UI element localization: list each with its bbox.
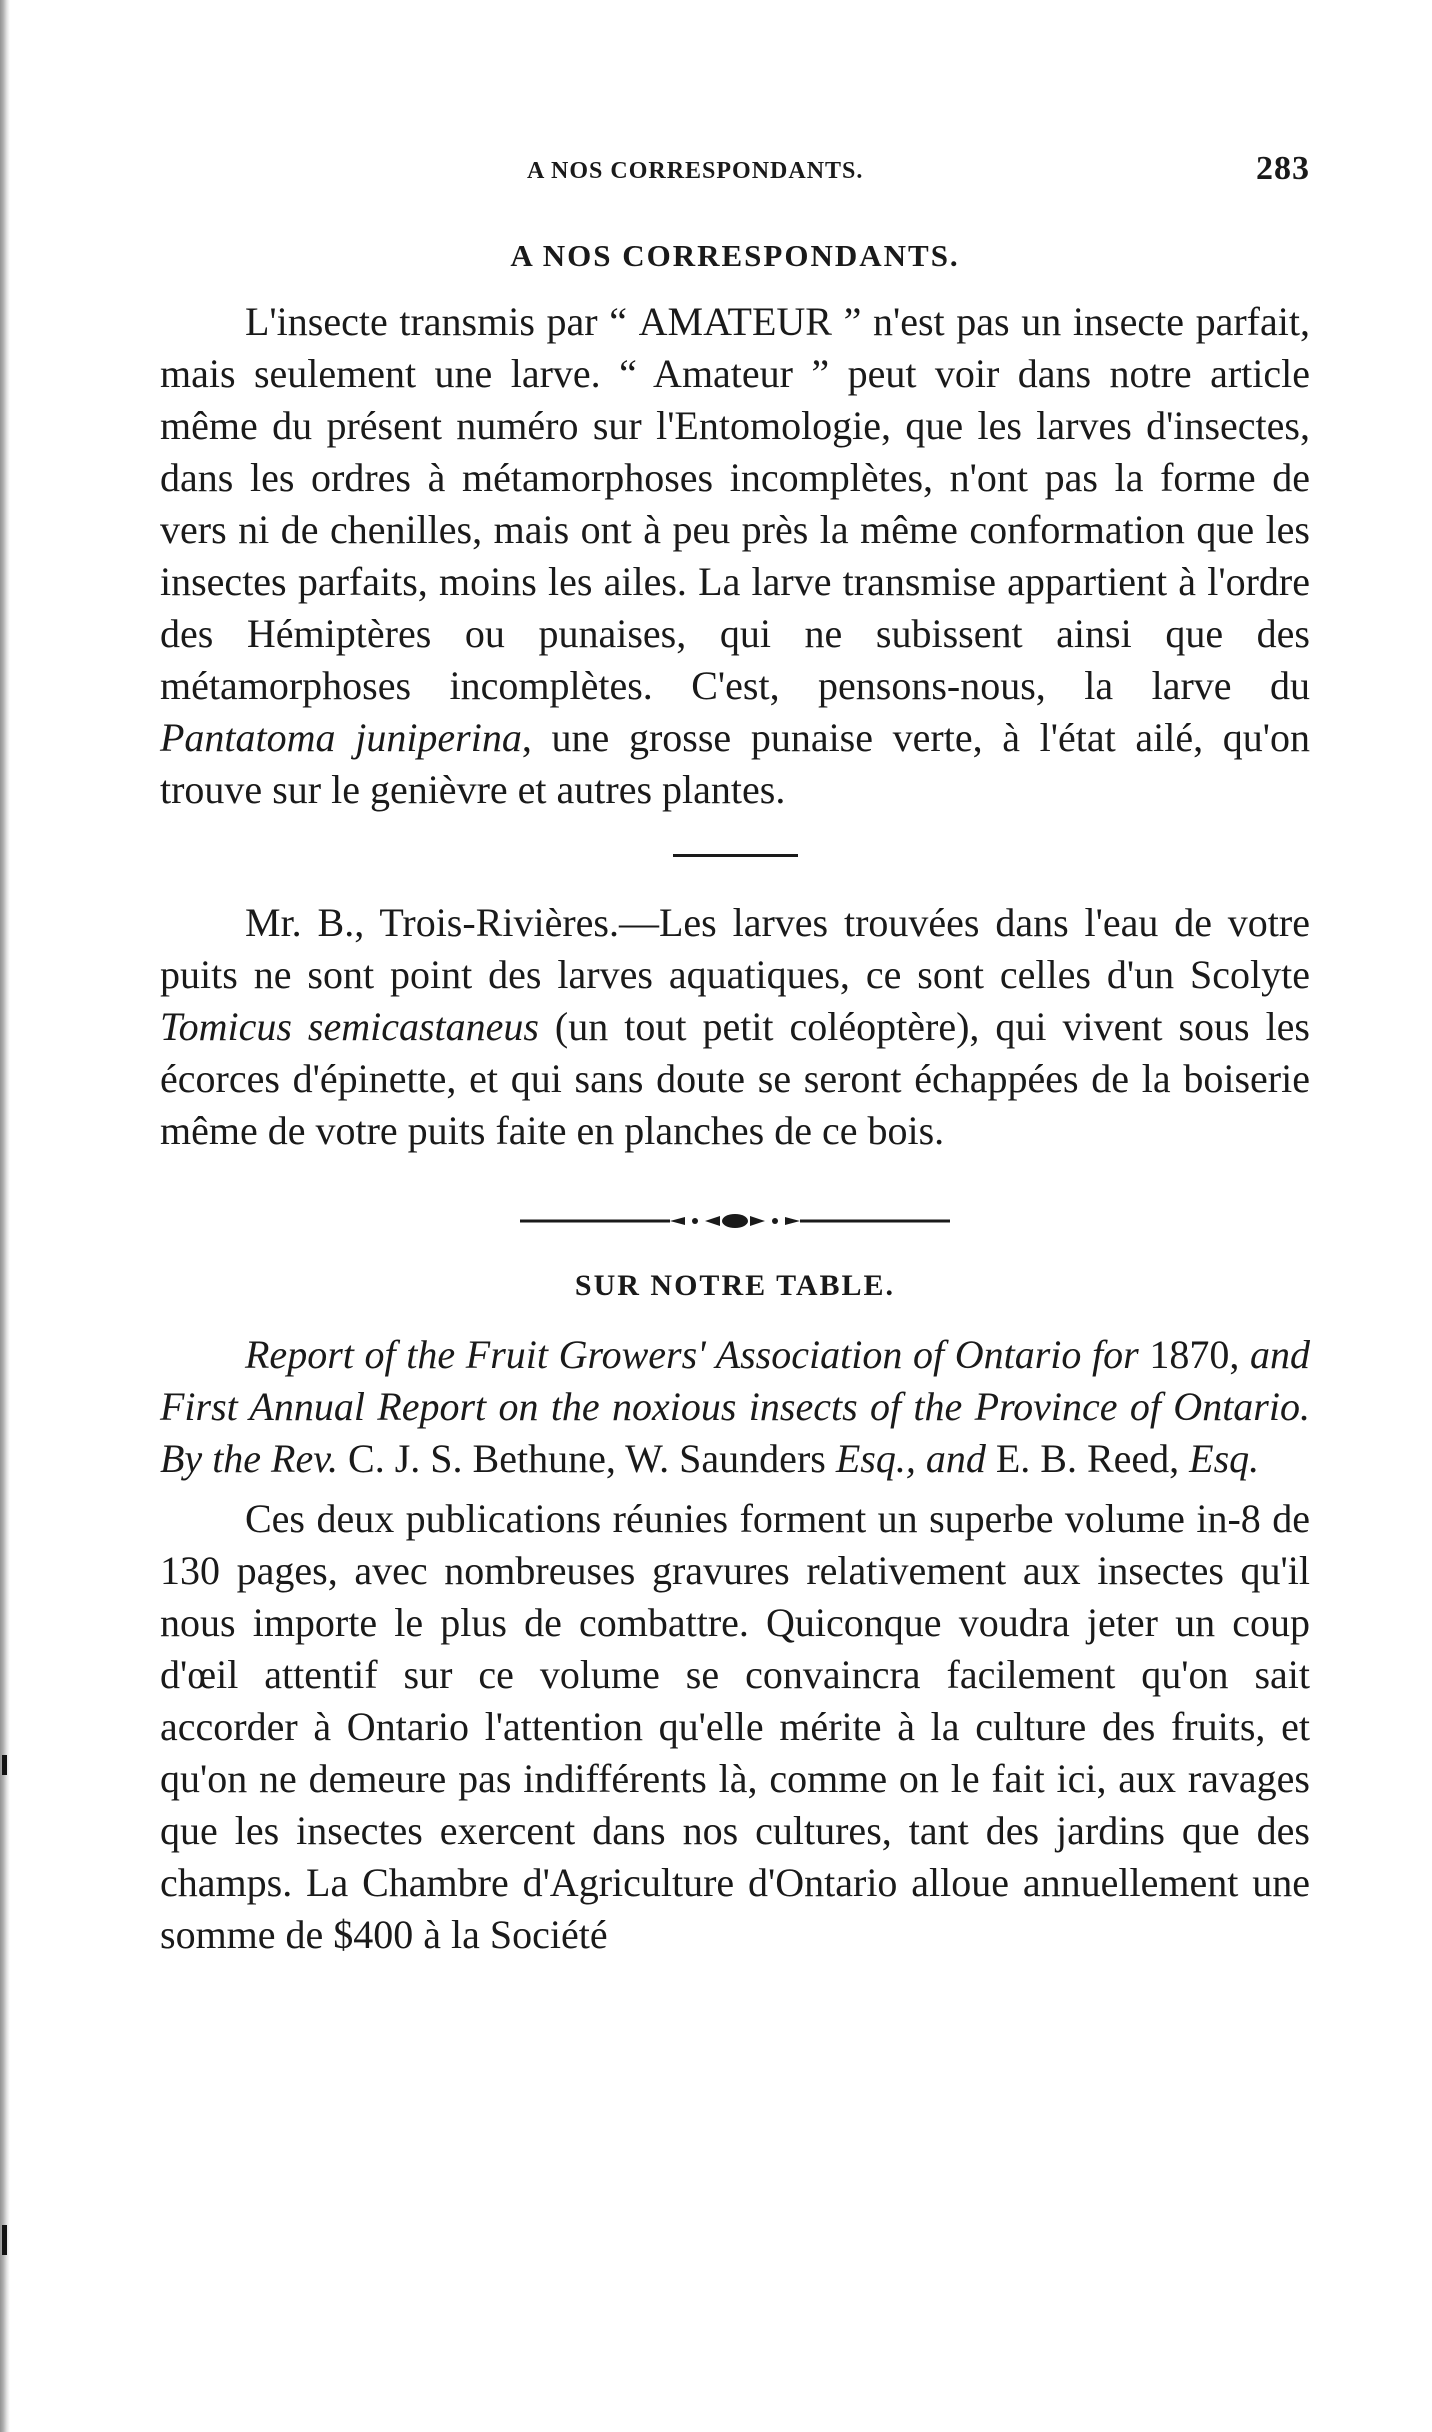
page-number: 283 xyxy=(1256,150,1310,187)
citation-italic: Esq., and xyxy=(835,1436,986,1481)
section-divider-rule xyxy=(673,854,798,857)
citation-roman: 1870, xyxy=(1138,1332,1251,1377)
section-title-sur-notre-table: SUR NOTRE TABLE. xyxy=(574,1269,896,1302)
section-title-correspondants: A NOS CORRESPONDANTS. xyxy=(510,238,960,273)
text-run: ” n'est pas un insecte parfait, mais seulement une larve. “ Amateur ” peut voir dans notre article même du présent numéro sur l'Entomologie, que les larves d'insectes, dans les ordres à métamorphoses incomplètes, n'ont pas la forme de vers ni de chenilles, mais ont à peu près la même conformation que les insectes parfaits, moins les ailes. La larve transmise appartient à l'ordre des Hémiptères ou punaises, qui ne subissent ainsi que des métamorphoses incomplètes. C'est, pensons-nous, la larve du xyxy=(160,299,1310,708)
citation-italic: and First Annual Report on the noxious insects of the Province of Ontario. By the Rev. xyxy=(160,1332,1311,1481)
ornamental-divider xyxy=(520,1209,950,1233)
text-run-smallcaps: AMATEUR xyxy=(638,299,832,344)
text-run: Mr. B., Trois-Rivières.—Les larves trouvées dans l'eau de votre puits ne sont point des larves aquatiques, ce sont celles d'un Scolyte xyxy=(160,900,1310,997)
paragraph-publications: Ces deux publications réunies forment un superbe volume in-8 de 130 pages, avec nombreuses gravures relativement aux insectes qu'il nous importe le plus de combattre. Quiconque voudra jeter un coup d'œil attentif sur ce volume se convaincra facilement qu'on sait accorder à Ontario l'attention qu'elle mérite à la culture des fruits, et qu'on ne demeure pas indifférents là, comme on le fait ici, aux ravages que les insectes exercent dans nos cultures, tant des jardins que des champs. La Chambre d'Agriculture d'Ontario alloue annuellement une somme de $400 à la Société xyxy=(160,1496,1310,1957)
paragraph-amateur xyxy=(160,296,1310,816)
binding-mark xyxy=(2,2225,7,2255)
citation-roman: C. J. S. Bethune, W. Saunders xyxy=(338,1436,836,1481)
page-edge-shadow xyxy=(0,0,10,2432)
text-run: (un tout petit coléoptère), qui vivent sous les écorces d'épinette, et qui sans doute se seront échappées de la boiserie même de votre puits faite en planches de ce bois. xyxy=(160,1004,1310,1153)
species-name: Pantatoma juniperina xyxy=(160,715,522,760)
running-head-title: A NOS CORRESPONDANTS. xyxy=(527,158,864,184)
book-citation xyxy=(160,1329,1310,1485)
text-run: L'insecte transmis par “ xyxy=(245,299,639,344)
citation-italic: Esq. xyxy=(1189,1436,1260,1481)
citation-roman: E. B. Reed, xyxy=(985,1436,1190,1481)
citation-italic: Report of the Fruit Growers' Association of Ontario for xyxy=(245,1332,1139,1377)
text-run: , une grosse punaise verte, à l'état ailé, qu'on trouve sur le genièvre et autres plantes. xyxy=(160,715,1310,812)
species-name: Tomicus semicastaneus xyxy=(160,1004,539,1049)
book-page xyxy=(160,150,1310,1961)
binding-mark xyxy=(2,1755,7,1775)
running-head xyxy=(160,150,1310,190)
paragraph-trois-rivieres xyxy=(160,897,1310,1157)
